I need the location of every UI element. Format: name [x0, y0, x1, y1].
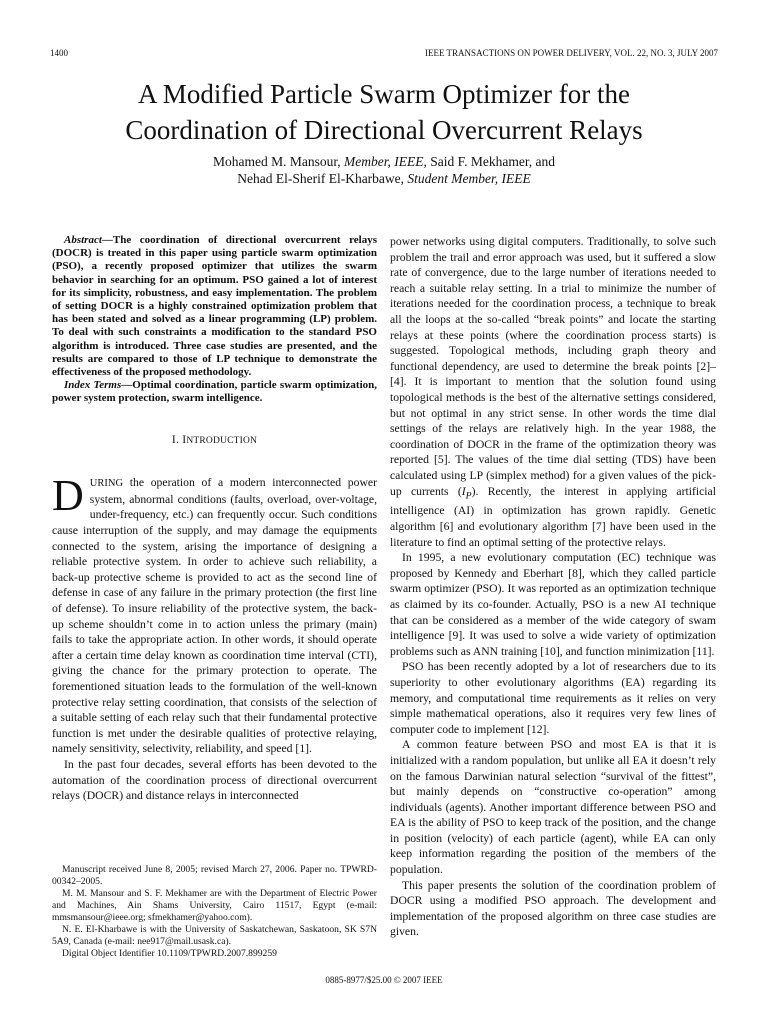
author-line-2 [0, 170, 768, 187]
author-1-name: Mohamed M. Mansour, [212, 154, 341, 169]
right-paragraph-5: This paper presents the solution of the coordination problem of DOCR using a modified PSO approach. The development and implementation of the proposed algorithm on three case studies are given. [390, 878, 716, 939]
ip-symbol: I [461, 484, 466, 498]
left-column [52, 234, 377, 804]
footnote-manuscript: Manuscript received June 8, 2005; revised March 27, 2006. Paper no. TPWRD-00342–2005. [52, 864, 377, 887]
author-1-role: Member, IEEE, [344, 154, 427, 169]
author-list [0, 153, 768, 187]
right-paragraph-4: A common feature between PSO and most EA is that it is initialized with a random population, but unlike all EA it doesn’t rely on the famous Darwinian natural selection “survival of the fittest”, but mainly depends on “constructive co-operation” among individuals (agents). Another important difference between PSO and EA is the ability of PSO to keep track of the position, and the change in position (velocity) of each particle (agent), while EA can only keep information regarding the position of the members of the population. [390, 738, 716, 877]
right-column [390, 234, 716, 940]
index-terms [52, 379, 377, 405]
abstract [52, 234, 377, 379]
footnote-authors-2: N. E. El-Kharbawe is with the University of Saskatchewan, Saskatoon, SK S7N 5A9, Canada (e-mail: nee917@mail.usask.ca). [52, 924, 377, 947]
intro-paragraph-1 [52, 471, 377, 757]
intro-paragraph-2: In the past four decades, several efforts has been devoted to the automation of the coordination process of directional overcurrent relays (DOCR) and distance relays in interconnected [52, 757, 377, 803]
copyright-footer: 0885-8977/$25.00 © 2007 IEEE [325, 975, 443, 985]
footnotes [52, 864, 377, 960]
author-2-name: Said F. Mekhamer, and [430, 154, 556, 169]
author-3-role: Student Member, IEEE [407, 171, 531, 186]
journal-header: IEEE TRANSACTIONS ON POWER DELIVERY, VOL. 22, NO. 3, JULY 2007 [424, 48, 718, 58]
author-line-1 [0, 153, 768, 170]
paper-title [0, 76, 768, 148]
abstract-label: Abstract [64, 234, 102, 246]
right-text-1a: power networks using digital computers. Traditionally, to solve such problem the trail and error approach was used, but it suffered a slow rate of convergence, due to the large number of iterations needed to reach a suitable relay setting. In a trial to minimize the number of iterations needed for the coordination process, a technique to break all the loops at the so-called “break points” and locate the starting relays at these points (where the coordination process starts) is suggested. Topological methods, including graph theory and functional dependency, are used to determine the break points [2]–[4]. It is important to mention that the solution found using topological methods is the best of the alternative settings considered, but not optimal in any strict sense. In other words the time dial settings of the relays are relatively high. In the year 1988, the coordination of DOCR in the frame of the optimization theory was reported [5]. The values of the time dial setting (TDS) have been calculated using LP (simplex method) for a given values of the pick-up currents ( [390, 235, 716, 498]
section-number: I. [171, 432, 180, 446]
title-line-1: A Modified Particle Swarm Optimizer for the [138, 79, 630, 109]
title-line-2: Coordination of Directional Overcurrent Relays [125, 115, 643, 145]
index-terms-label: Index Terms [64, 379, 122, 392]
right-paragraph-2: In 1995, a new evolutionary computation (EC) technique was proposed by Kennedy and Eberhart [8], which they called particle swarm optimizer (PSO). It was reported as an optimization technique as claimed by its co-founder. Actually, PSO is a new AI technique that can be considered as a member of the wide category of swam intelligence [9]. It was used to solve a wide variety of optimization problems such as ANN training [10], and function minimization [11]. [390, 551, 716, 658]
section-title-initial: I [182, 432, 187, 446]
index-terms-text: —Optimal coordination, particle swarm optimization, power system protection, swarm intelligence. [52, 379, 377, 405]
section-title-rest: NTRODUCTION [186, 435, 258, 446]
page-number: 1400 [50, 48, 68, 58]
section-heading [52, 432, 377, 450]
intro-caps: URING [89, 478, 124, 490]
drop-cap: D [52, 471, 84, 521]
right-paragraph-3: PSO has been recently adopted by a lot of researchers due to its superiority to other evolutionary algorithms (EA) regarding its memory, and computational time requirements as it relies on very simple mathematical operations, also it requires very few lines of computer code to implement [12]. [390, 660, 716, 736]
right-text-1b: ). Recently, the interest in applying artificial intelligence (AI) in optimization has grown rapidly. Genetic algorithm [6] and evolutionary algorithm [7] have been used in the literature to find an optimal setting of the protective relays. [390, 484, 716, 549]
pickup-current-symbol [461, 484, 472, 501]
running-header [50, 46, 718, 60]
right-paragraph-1 [390, 234, 716, 550]
footnote-doi: Digital Object Identifier 10.1109/TPWRD.2007.899259 [62, 948, 277, 959]
abstract-text: —The coordination of directional overcurrent relays (DOCR) is treated in this paper using particle swarm optimization (PSO), a recently proposed optimizer that utilizes the swarm behavior in searching for an optimum. PSO gained a lot of interest for its simplicity, robustness, and easy implementation. The problem of setting DOCR is a highly constrained optimization problem that has been stated and solved as a linear programming (LP) problem. To deal with such constraints a modification to the standard PSO algorithm is introduced. Three case studies are presented, and the results are compared to those of LP technique to demonstrate the effectiveness of the proposed methodology. [52, 234, 377, 379]
ip-subscript: P [465, 489, 472, 501]
intro-text-1: the operation of a modern interconnected power system, abnormal conditions (faults, overload, over-voltage, under-frequency, etc.) can frequently occur. Such conditions cause interruption of the supply, and may damage the equipments connected to the system, arising the importance of designing a reliable protective system. In order to achieve such reliability, a back-up protective scheme is provided to act as the second line of defense in case of any failure in the primary protection (the first line of defense). To insure reliability of the protective system, the back-up scheme shouldn’t come in to action unless the primary (main) fails to take the appropriate action. In other words, it should operate after a certain time delay known as coordination time interval (CTI), giving the chance for the primary protection to operate. The forementioned situation leads to the formulation of the well-known protective relay setting coordination, that consists of the selection of a suitable setting of each relay such that their fundamental protective function is met under the desirable qualities of protective relaying, namely sensitivity, selectivity, reliability, and speed [1]. [52, 476, 377, 756]
footnote-authors-1: M. M. Mansour and S. F. Mekhamer are with the Department of Electric Power and Machines, Ain Shams University, Cairo 11517, Egypt (e-mail: mmsmansour@ieee.org; sfmekhamer@yahoo.com). [52, 888, 377, 923]
author-3-name: Nehad El-Sherif El-Kharbawe, [237, 171, 405, 186]
